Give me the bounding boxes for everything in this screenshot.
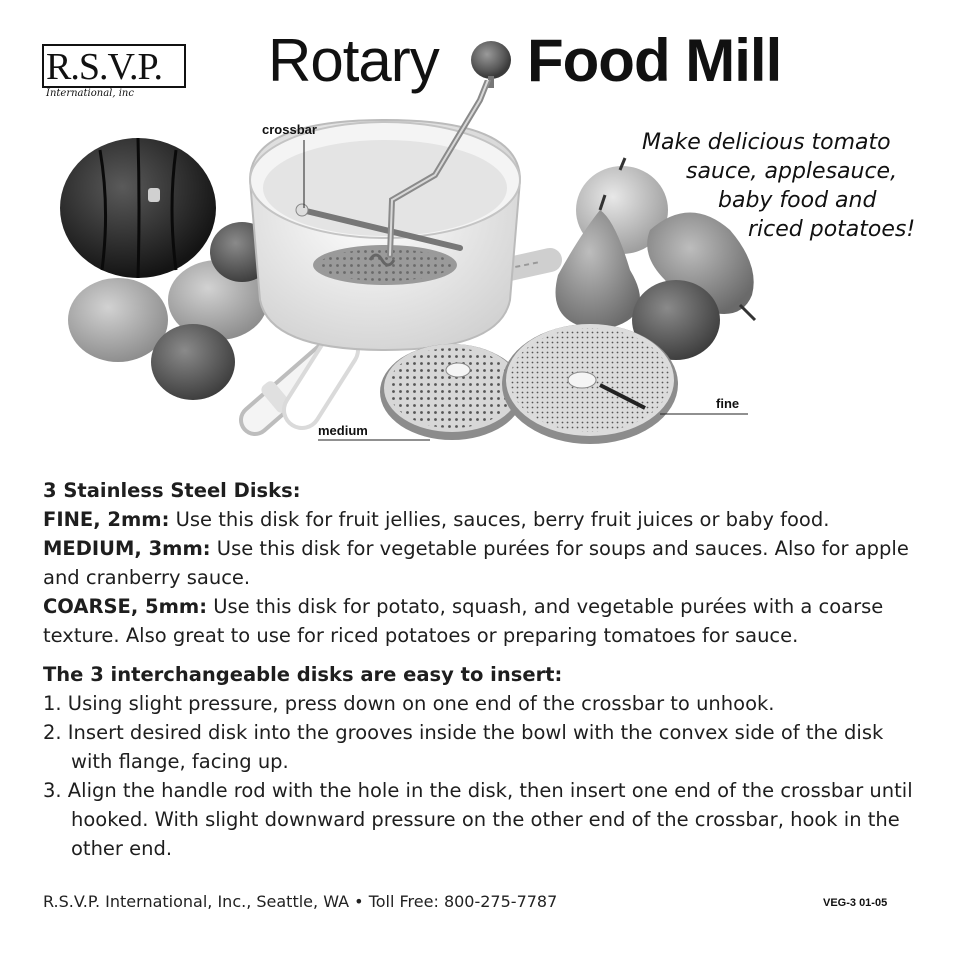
title-rotary: Rotary [268, 27, 439, 94]
disk-fine-text: Use this disk for fruit jellies, sauces, berry fruit juices or baby food. [169, 508, 830, 531]
disk-coarse-name: COARSE, 5mm: [43, 595, 208, 618]
step-1 [43, 689, 923, 718]
label-medium: medium [318, 423, 368, 438]
disk-coarse-text: Use this disk for potato, squash, and vegetable purées with a coarse texture. Also great to use for riced potatoes or preparing tomatoes for sauce. [43, 595, 884, 647]
disk-coarse [43, 592, 923, 650]
tagline-line-3: baby food and [718, 188, 877, 213]
food-mill-bowl [250, 120, 520, 350]
red-potato [151, 324, 235, 400]
tagline-line-2: sauce, applesauce, [686, 159, 898, 184]
logo-subtitle: International, inc [46, 88, 134, 99]
logo-mark: R.S.V.P. [46, 46, 162, 88]
step-2-number: 2. [43, 721, 62, 744]
tagline-line-4: riced potatoes! [748, 217, 916, 242]
fine-disk [502, 324, 678, 444]
potato-1 [68, 278, 168, 362]
tagline-line-1: Make delicious tomato [642, 130, 891, 155]
disk-fine-name: FINE, 2mm: [43, 508, 170, 531]
step-3 [43, 776, 923, 863]
step-1-text: Using slight pressure, press down on one end of the crossbar to unhook. [61, 692, 775, 715]
footer-company: R.S.V.P. International, Inc., Seattle, WA • Toll Free: 800-275-7787 [43, 892, 558, 911]
step-2 [43, 718, 923, 776]
disk-medium-name: MEDIUM, 3mm: [43, 537, 211, 560]
label-crossbar: crossbar [262, 122, 317, 137]
disk-fine [43, 505, 923, 534]
title-food-mill: Food Mill [527, 27, 782, 94]
footer-code: VEG-3 01-05 [823, 897, 888, 909]
medium-disk [380, 344, 524, 440]
step-3-text: Align the handle rod with the hole in the disk, then insert one end of the crossbar until hooked. With slight downward pressure on the other end of the crossbar, hook in the other end. [61, 779, 913, 860]
step-3-number: 3. [43, 779, 62, 802]
step-2-text: Insert desired disk into the grooves inside the bowl with the convex side of the disk with flange, facing up. [61, 721, 884, 773]
insert-heading: The 3 interchangeable disks are easy to insert: [43, 663, 563, 686]
acorn-squash [60, 138, 216, 278]
instructions-body [43, 476, 923, 863]
step-1-number: 1. [43, 692, 62, 715]
disk-medium-text: Use this disk for vegetable purées for soups and sauces. Also for apple and cranberry sauce. [43, 537, 909, 589]
tagline [600, 128, 920, 244]
label-fine: fine [716, 396, 740, 411]
disk-medium [43, 534, 923, 592]
disks-heading: 3 Stainless Steel Disks: [43, 479, 301, 502]
